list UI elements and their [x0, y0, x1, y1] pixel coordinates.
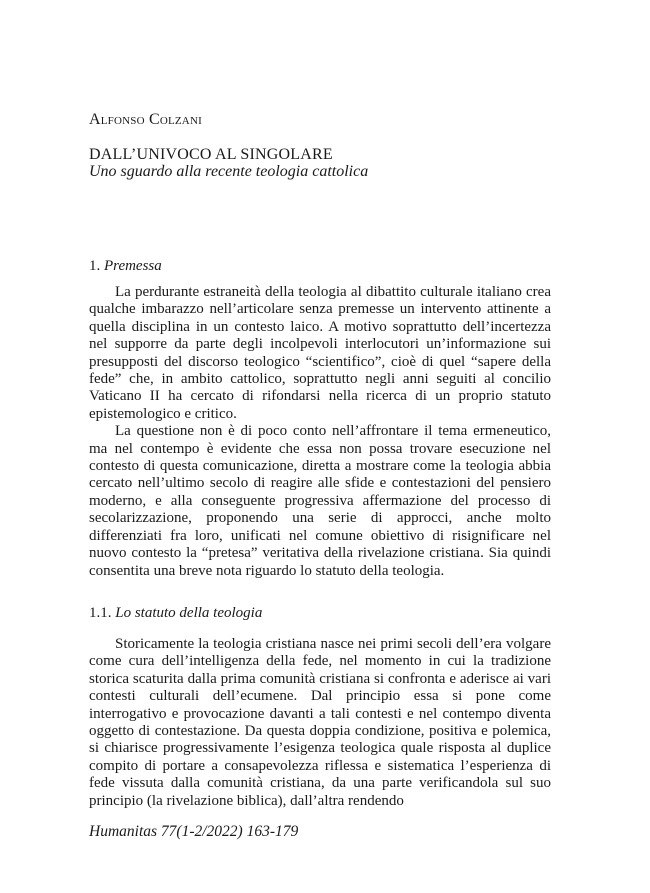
paragraph: La questione non è di poco conto nell’affrontare il tema ermeneutico, ma nel contempo è evidente che essa non possa trovare esecuzione nel contesto di questa comunicazione, diretta a mostrare come la teologia abbia cercato nell’ultimo secolo di reagire alle sfide e contestazioni del pensiero moderno, e alla conseguente progressiva affermazione del processo di secolarizzazione, proponendo una serie di approcci, anche molto differenziati fra loro, unificati nel comune obiettivo di risignificare nel nuovo contesto la “pretesa” veritativa della rivelazione cristiana. Sia quindi consentita una breve nota riguardo lo statuto della teologia. — [89, 423, 551, 579]
section-heading-premessa — [89, 258, 162, 275]
paragraph: Storicamente la teologia cristiana nasce nei primi secoli dell’era volgare come cura dell’intelligenza della fede, nel momento in cui la tradizione storica scaturita dalla prima comunità cristiana si confronta e aderisce ai vari contesti culturali dell’ecumene. Dal principio essa si pone come interrogativo e provocazione davanti a tali contesti e nel contempo diventa oggetto di contestazione. Da questa doppia condizione, positiva e polemica, si chiarisce progressivamente l’esigenza teologica quale risposta al duplice compito di portare a consapevolezza riflessa e sistematica l’esperienza di fede vissuta dalla comunità cristiana, da una parte verificandola sul suo principio (la rivelazione biblica), dall’altra rendendo — [89, 636, 551, 809]
section-number: 1. — [89, 258, 101, 274]
author-name: Alfonso Colzani — [89, 111, 202, 128]
section-number: 1.1. — [89, 605, 112, 621]
section-body-premessa — [89, 284, 551, 580]
article-subtitle: Uno sguardo alla recente teologia cattolica — [89, 163, 369, 180]
journal-citation-footer: Humanitas 77(1-2/2022) 163-179 — [89, 823, 299, 840]
section-title: Lo statuto della teologia — [115, 605, 263, 621]
section-body-statuto — [89, 636, 551, 810]
section-title: Premessa — [104, 258, 162, 274]
article-title: DALL’UNIVOCO AL SINGOLARE — [89, 146, 333, 163]
section-heading-statuto — [89, 605, 262, 622]
paragraph: La perdurante estraneità della teologia al dibattito culturale italiano crea qualche imbarazzo nell’articolare senza premesse un intervento attinente a quella disciplina in un contesto laico. A motivo soprattutto dell’incertezza nel supporre da parte degli incolpevoli interlocutori un’informazione sui presupposti del discorso teologico “scientifico”, cioè di quel “sapere della fede” che, in ambito cattolico, soprattutto negli anni seguiti al concilio Vaticano II ha cercato di rifondarsi nella ricerca di un proprio statuto epistemologico e critico. — [89, 284, 551, 422]
